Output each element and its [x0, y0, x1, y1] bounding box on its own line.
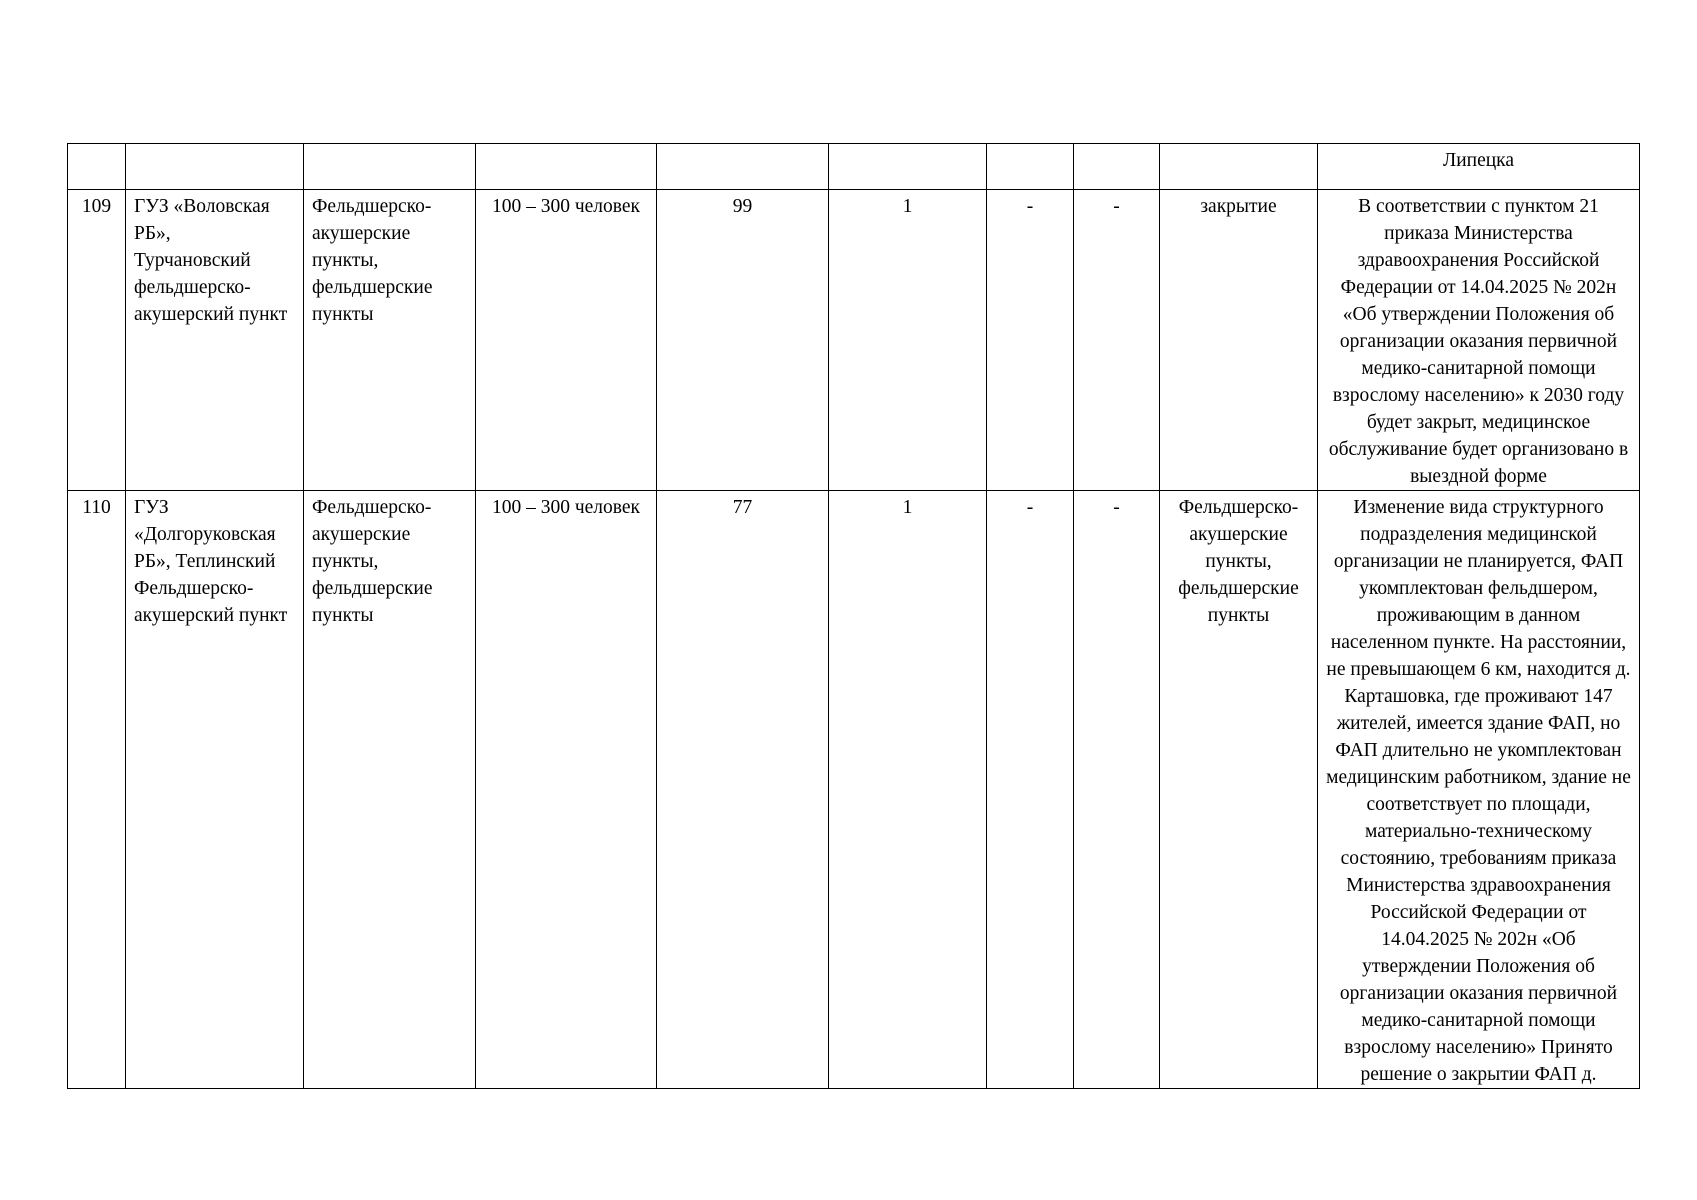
cell-num: 109	[68, 190, 126, 491]
cell-residents: 99	[657, 190, 829, 491]
cell-count: 1	[829, 190, 987, 491]
cell-residents	[657, 144, 829, 190]
cell-col8	[1074, 144, 1160, 190]
cell-note: Изменение вида структурного подразделения медицинской организации не планируется, ФАП укомплектован фельдшером, проживающим в данном населенном пункте. На расстоянии, не превышающем 6 км, находится д. Карташовка, где проживают 147 жителей, имеется здание ФАП, но ФАП длительно не укомплектован медицинским работником, здание не соответствует по площади, материально-техническому состоянию, требованиям приказа Министерства здравоохранения Российской Федерации от 14.04.2025 № 202н «Об утверждении Положения об организации оказания первичной медико-санитарной помощи взрослому населению» Принято решение о закрытии ФАП д.	[1318, 491, 1640, 1089]
cell-plan: Фельдшерско-акушерские пункты, фельдшерские пункты	[1160, 491, 1318, 1089]
facilities-table	[67, 143, 1640, 1089]
cell-type: Фельдшерско-акушерские пункты, фельдшерские пункты	[304, 190, 476, 491]
table-row	[68, 190, 1640, 491]
cell-population: 100 – 300 человек	[476, 190, 657, 491]
table-row	[68, 491, 1640, 1089]
cell-plan	[1160, 144, 1318, 190]
cell-org	[126, 144, 304, 190]
cell-org: ГУЗ «Воловская РБ», Турчановский фельдшерско-акушерский пункт	[126, 190, 304, 491]
cell-note: Липецка	[1318, 144, 1640, 190]
cell-type	[304, 144, 476, 190]
cell-population	[476, 144, 657, 190]
cell-num: 110	[68, 491, 126, 1089]
table-row	[68, 144, 1640, 190]
cell-count: 1	[829, 491, 987, 1089]
cell-note: В соответствии с пунктом 21 приказа Министерства здравоохранения Российской Федерации от 14.04.2025 № 202н «Об утверждении Положения об организации оказания первичной медико-санитарной помощи взрослому населению» к 2030 году будет закрыт, медицинское обслуживание будет организовано в выездной форме	[1318, 190, 1640, 491]
cell-col7	[987, 144, 1074, 190]
cell-plan: закрытие	[1160, 190, 1318, 491]
cell-org: ГУЗ «Долгоруковская РБ», Теплинский Фельдшерско-акушерский пункт	[126, 491, 304, 1089]
cell-col8: -	[1074, 190, 1160, 491]
cell-count	[829, 144, 987, 190]
cell-residents: 77	[657, 491, 829, 1089]
cell-col8: -	[1074, 491, 1160, 1089]
cell-col7: -	[987, 491, 1074, 1089]
cell-type: Фельдшерско-акушерские пункты, фельдшерские пункты	[304, 491, 476, 1089]
cell-population: 100 – 300 человек	[476, 491, 657, 1089]
cell-col7: -	[987, 190, 1074, 491]
cell-num	[68, 144, 126, 190]
